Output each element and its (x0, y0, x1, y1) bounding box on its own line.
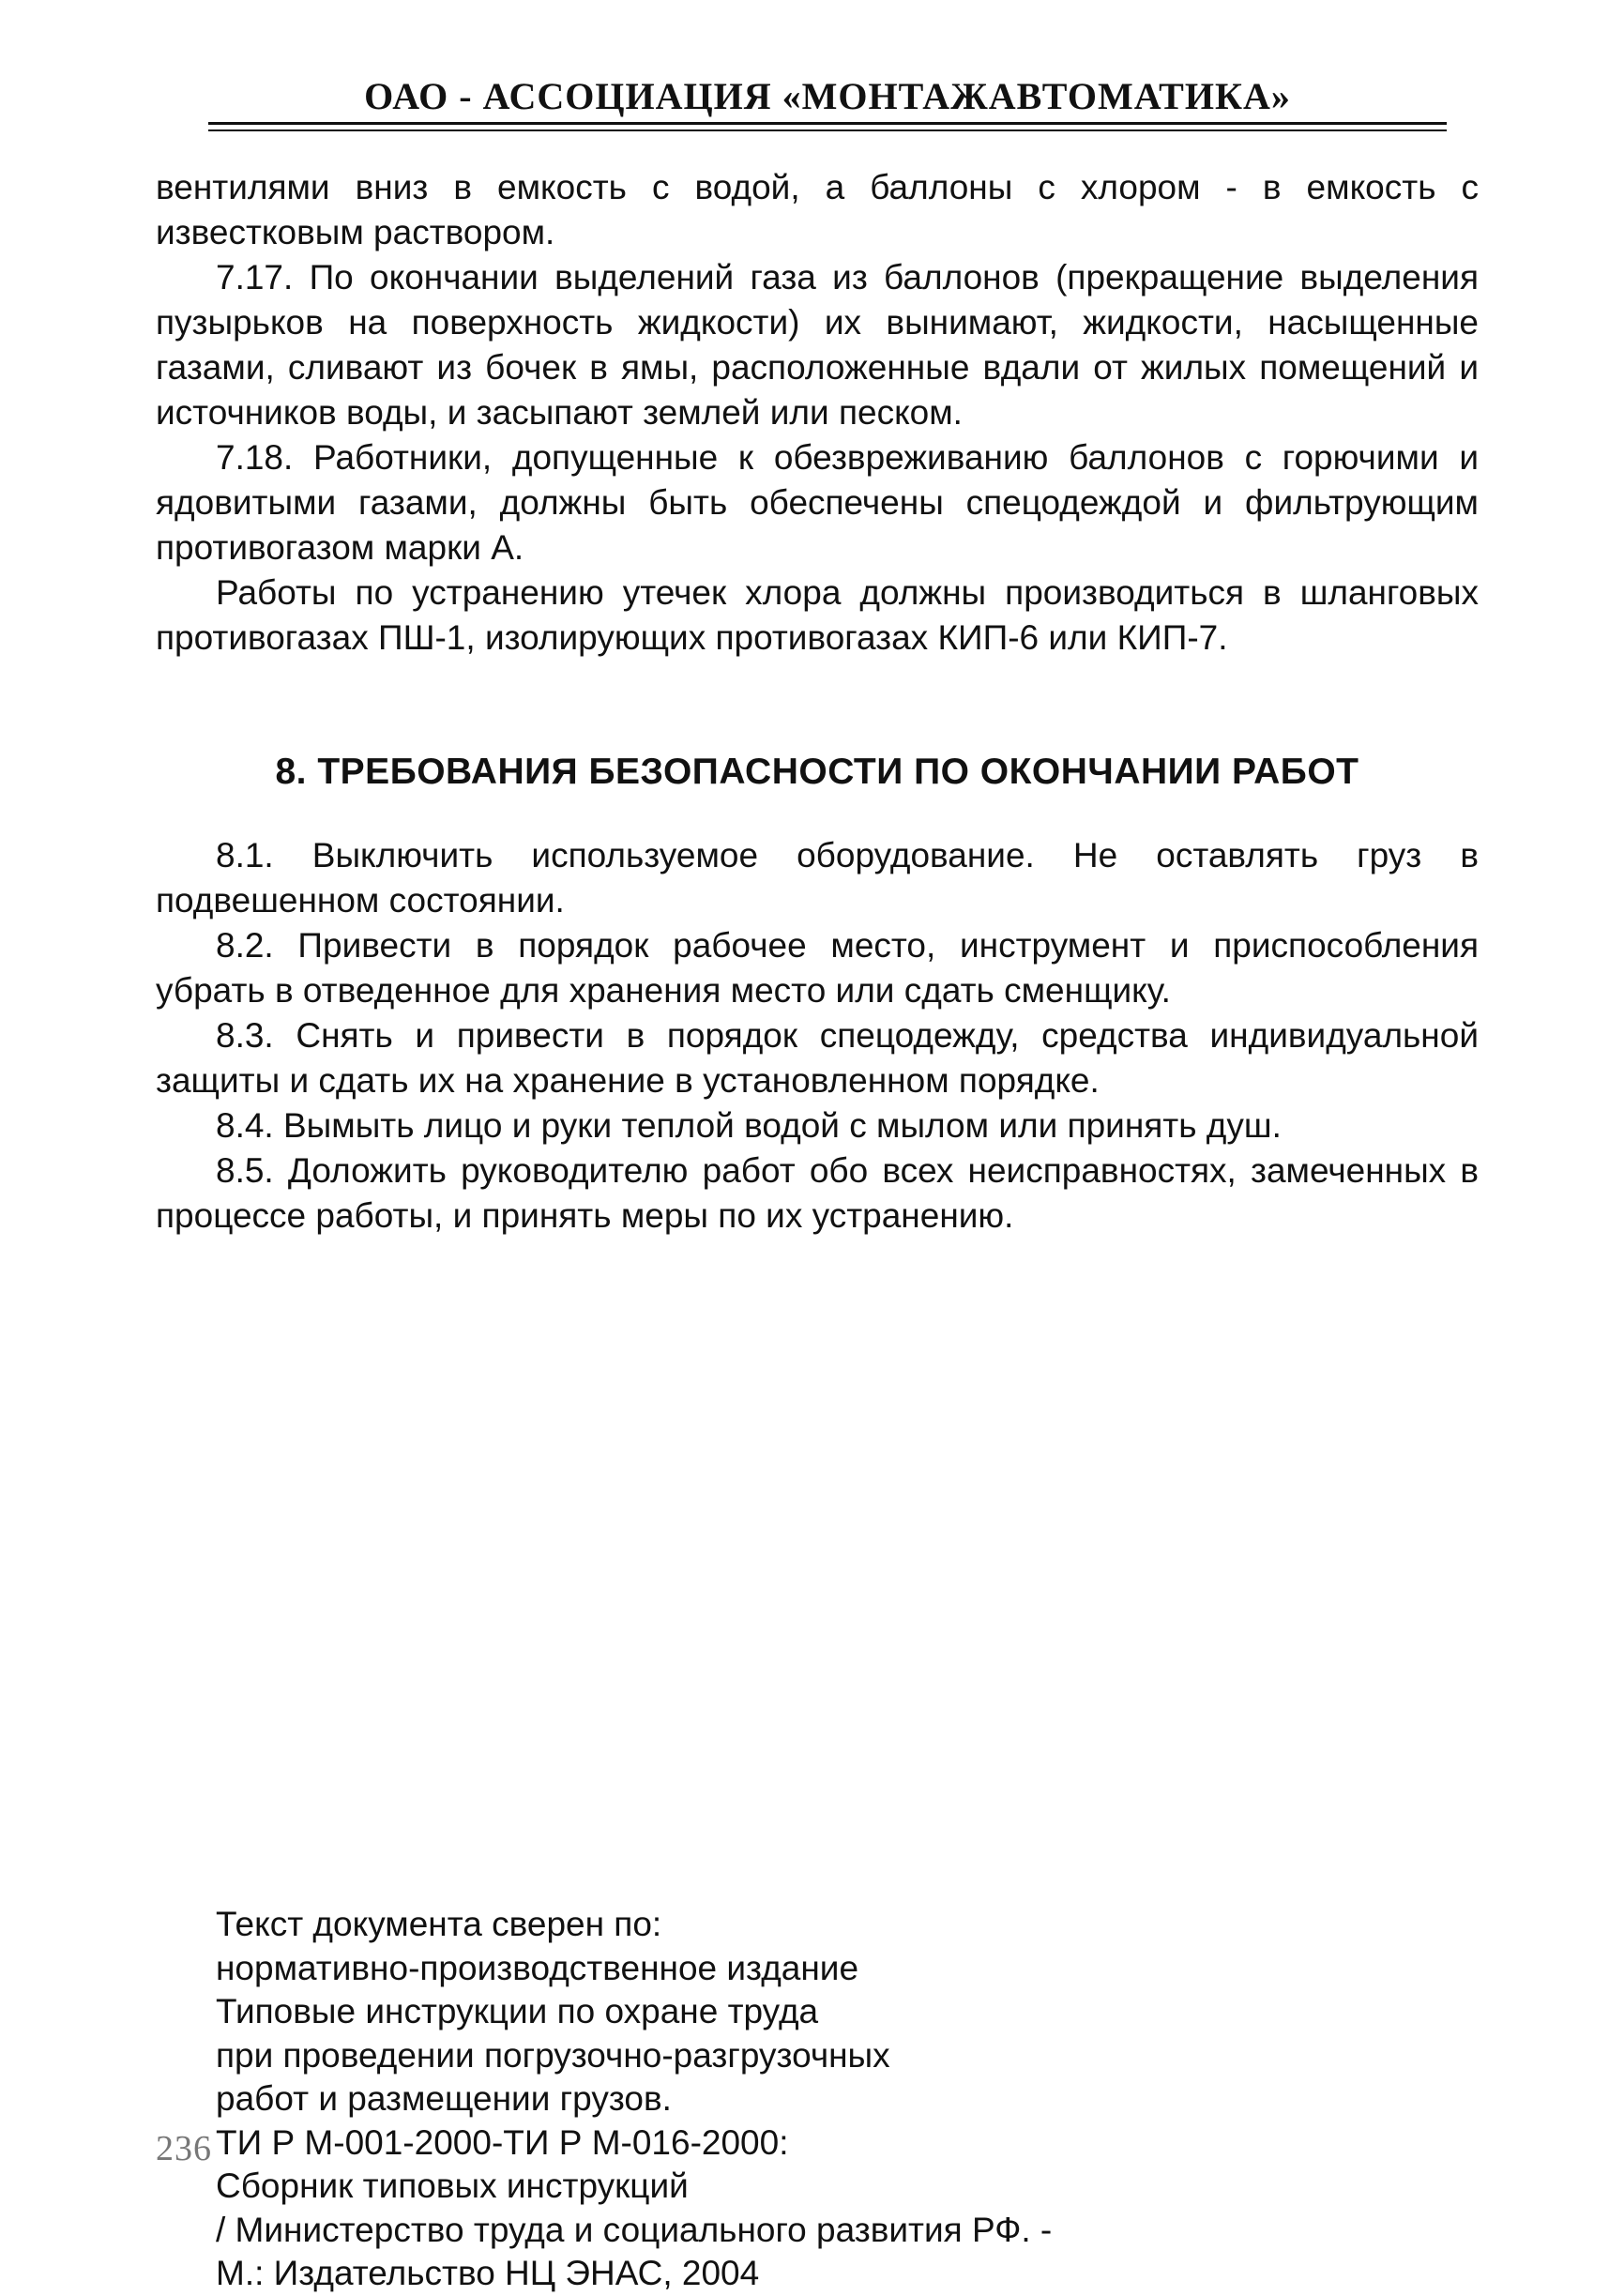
header-title: ОАО - АССОЦИАЦИЯ «МОНТАЖАВТОМАТИКА» (364, 75, 1291, 117)
header-rule-double (208, 129, 1447, 131)
source-line: работ и размещении грузов. (216, 2079, 672, 2118)
paragraph-7-17: 7.17. По окончании выделений газа из баллонов (прекращение выделения пузырьков на поверхность жидкости) их вынимают, жидкости, насыщенные газами, сливают из бочек в ямы, расположенные вдали от жилых помещений и источников воды, и засыпают землей или песком. (156, 258, 1479, 432)
source-line: Типовые инструкции по охране труда (216, 1992, 819, 2030)
header-rule (208, 122, 1447, 125)
source-line: М.: Издательство НЦ ЭНАС, 2004 (216, 2254, 760, 2292)
section-item-8-5: 8.5. Доложить руководителю работ обо всех неисправностях, замеченных в процессе работы, и принять меры по их устранению. (156, 1151, 1479, 1235)
source-note (216, 1903, 1435, 2296)
source-line: при проведении погрузочно-разгрузочных (216, 2035, 890, 2075)
source-line: нормативно-производственное издание (216, 1948, 859, 1987)
page-number: 236 (156, 2129, 212, 2168)
section-item-8-3: 8.3. Снять и привести в порядок спецодежду, средства индивидуальной защиты и сдать их на хранение в установленном порядке. (156, 1016, 1479, 1100)
section-item-8-1: 8.1. Выключить используемое оборудование. Не оставлять груз в подвешенном состоянии. (156, 836, 1479, 920)
document-body (156, 165, 1479, 1239)
paragraph-7-18: 7.18. Работники, допущенные к обезвреживанию баллонов с горючими и ядовитыми газами, должны быть обеспечены спецодеждой и фильтрующим противогазом марки А. (156, 438, 1479, 567)
section-item-8-4: 8.4. Вымыть лицо и руки теплой водой с мылом или принять душ. (216, 1106, 1282, 1145)
page-header (208, 73, 1447, 120)
paragraph-chlorine-leaks: Работы по устранению утечек хлора должны производиться в шланговых противогазах ПШ-1, изолирующих противогазах КИП-6 или КИП-7. (156, 573, 1479, 657)
source-line: Текст документа сверен по: (216, 1905, 662, 1943)
paragraph-continuation: вентилями вниз в емкость с водой, а баллоны с хлором - в емкость с известковым раствором. (156, 168, 1479, 251)
source-line: ТИ Р М-001-2000-ТИ Р М-016-2000: (216, 2122, 789, 2162)
source-line: / Министерство труда и социального развития РФ. - (216, 2210, 1053, 2249)
section-title: 8. ТРЕБОВАНИЯ БЕЗОПАСНОСТИ ПО ОКОНЧАНИИ РАБОТ (275, 752, 1359, 792)
section-item-8-2: 8.2. Привести в порядок рабочее место, инструмент и приспособления убрать в отведенное для хранения место или сдать сменщику. (156, 926, 1479, 1010)
source-line: Сборник типовых инструкций (216, 2167, 689, 2205)
